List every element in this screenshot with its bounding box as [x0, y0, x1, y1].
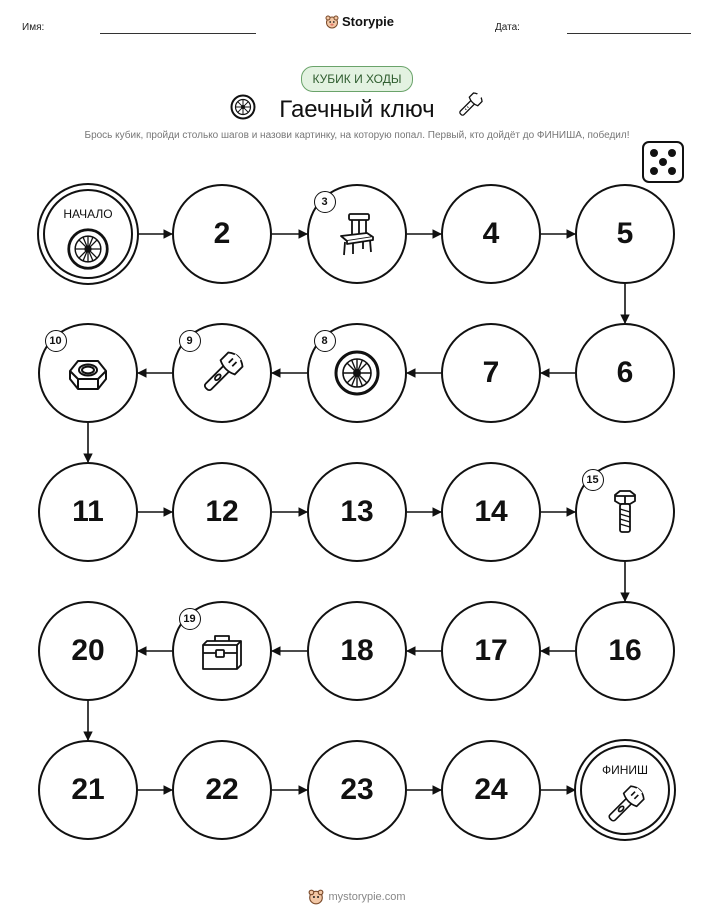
- brand-logo: [325, 14, 394, 29]
- cell-number: 24: [474, 773, 508, 806]
- cell-number-badge: 8: [314, 330, 336, 352]
- board-cell-4: [441, 184, 541, 284]
- cell-number-badge: 3: [314, 191, 336, 213]
- footer: [0, 889, 714, 905]
- cell-number: 17: [474, 634, 508, 667]
- cell-number: 6: [616, 356, 634, 389]
- board-cell-6: [575, 323, 675, 423]
- date-field-line[interactable]: [567, 33, 691, 34]
- board-cell-13: [307, 462, 407, 562]
- cell-number: 7: [482, 356, 500, 389]
- cell-number: 4: [482, 217, 500, 250]
- cell-number: 20: [71, 634, 105, 667]
- board-cell-17: [441, 601, 541, 701]
- board-cell-12: [172, 462, 272, 562]
- board-cell-finish: [574, 739, 676, 841]
- wheel-icon: [66, 227, 110, 271]
- cell-number: 21: [71, 773, 105, 806]
- board-cell-2: [172, 184, 272, 284]
- board-cell-16: [575, 601, 675, 701]
- board-cell-20: [38, 601, 138, 701]
- nut-icon: [64, 349, 112, 397]
- name-label: Имя:: [22, 22, 45, 33]
- start-label: НАЧАЛО: [63, 207, 113, 221]
- page-title: Гаечный ключ: [279, 96, 435, 123]
- instructions: Брось кубик, пройди столько шагов и назови картинку, на которую попал. Первый, кто дойдёт до ФИНИША, победил!: [84, 130, 630, 141]
- board-cell-start: [37, 183, 139, 285]
- toolbox-icon: [198, 627, 246, 675]
- cell-number: 16: [608, 634, 642, 667]
- cell-number: 2: [213, 217, 231, 250]
- board-cell-23: [307, 740, 407, 840]
- board-cell-22: [172, 740, 272, 840]
- board-cell-5: [575, 184, 675, 284]
- wrench-icon: [198, 349, 246, 397]
- cell-number-badge: 15: [582, 469, 604, 491]
- cell-number: 12: [205, 495, 239, 528]
- chair-icon: [333, 210, 381, 258]
- brand-name: Storypie: [342, 14, 395, 29]
- bolt-icon: [601, 488, 649, 536]
- board-cell-24: [441, 740, 541, 840]
- cell-number-badge: 9: [179, 330, 201, 352]
- category-badge: КУБИК И ХОДЫ: [301, 66, 413, 92]
- wrench-icon: [603, 783, 647, 827]
- storypie-mascot-icon: [325, 15, 339, 29]
- cell-number: 13: [340, 495, 374, 528]
- cell-number: 22: [205, 773, 239, 806]
- date-label: Дата:: [495, 22, 520, 33]
- cell-number: 18: [340, 634, 374, 667]
- wheel-icon: [333, 349, 381, 397]
- cell-number-badge: 19: [179, 608, 201, 630]
- name-field-line[interactable]: [100, 33, 256, 34]
- storypie-mascot-icon: [308, 889, 324, 905]
- board-cell-7: [441, 323, 541, 423]
- board-cell-18: [307, 601, 407, 701]
- board-cell-14: [441, 462, 541, 562]
- cell-number: 23: [340, 773, 374, 806]
- footer-site: mystorypie.com: [328, 891, 406, 903]
- cell-number: 5: [616, 217, 634, 250]
- board-cell-21: [38, 740, 138, 840]
- wrench-icon: [455, 90, 485, 120]
- cell-number-badge: 10: [45, 330, 67, 352]
- board-cell-11: [38, 462, 138, 562]
- finish-label: ФИНИШ: [601, 763, 649, 777]
- cell-number: 14: [474, 495, 508, 528]
- cell-number: 11: [72, 495, 104, 528]
- dice-five-icon: [642, 141, 684, 183]
